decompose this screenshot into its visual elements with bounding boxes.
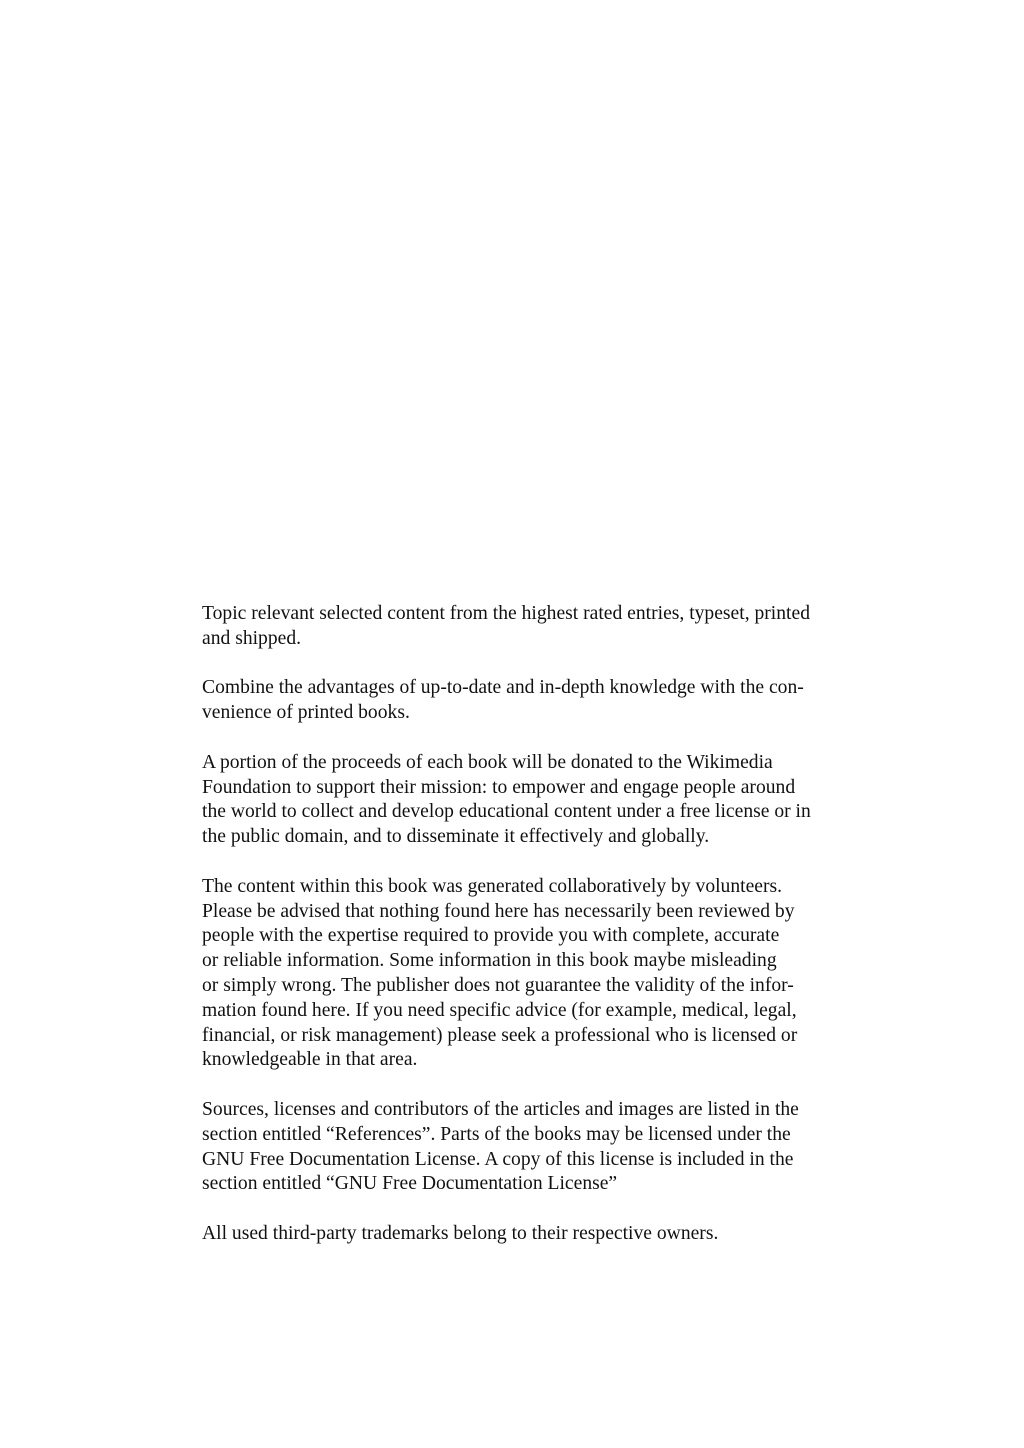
paragraph-advantages (202, 676, 852, 726)
disclaimer-text-block (202, 602, 852, 1247)
text-line: and shipped. (202, 627, 302, 649)
text-line: Please be advised that nothing found here has necessarily been reviewed by (202, 900, 795, 922)
text-line: Sources, licenses and contributors of the articles and images are listed in the (202, 1098, 799, 1120)
text-line: The content within this book was generated collaboratively by volunteers. (202, 875, 783, 897)
text-line: financial, or risk management) please seek a professional who is licensed or (202, 1024, 798, 1046)
text-line: venience of printed books. (202, 702, 410, 724)
text-line: Combine the advantages of up-to-date and in-depth knowledge with the con- (202, 677, 804, 699)
text-line: knowledgeable in that area. (202, 1049, 418, 1071)
paragraph-trademarks (202, 1222, 852, 1247)
text-line: or simply wrong. The publisher does not guarantee the validity of the infor- (202, 974, 794, 996)
paragraph-wikimedia-donation (202, 751, 852, 850)
text-line: Foundation to support their mission: to empower and engage people around (202, 776, 796, 798)
text-line: the public domain, and to disseminate it effectively and globally. (202, 826, 710, 848)
text-line: section entitled “GNU Free Documentation License” (202, 1173, 618, 1195)
paragraph-content-selection (202, 602, 852, 652)
text-line: A portion of the proceeds of each book will be donated to the Wikimedia (202, 751, 773, 773)
text-line: All used third-party trademarks belong to their respective owners. (202, 1222, 719, 1244)
paragraph-content-disclaimer (202, 875, 852, 1073)
text-line: people with the expertise required to provide you with complete, accurate (202, 925, 780, 947)
paragraph-sources-licenses (202, 1098, 852, 1197)
text-line: section entitled “References”. Parts of the books may be licensed under the (202, 1123, 791, 1145)
text-line: the world to collect and develop educational content under a free license or in (202, 801, 811, 823)
text-line: GNU Free Documentation License. A copy of this license is included in the (202, 1148, 794, 1170)
text-line: or reliable information. Some information in this book maybe misleading (202, 950, 777, 972)
text-line: Topic relevant selected content from the highest rated entries, typeset, printed (202, 603, 810, 624)
text-line: mation found here. If you need specific advice (for example, medical, legal, (202, 999, 797, 1021)
